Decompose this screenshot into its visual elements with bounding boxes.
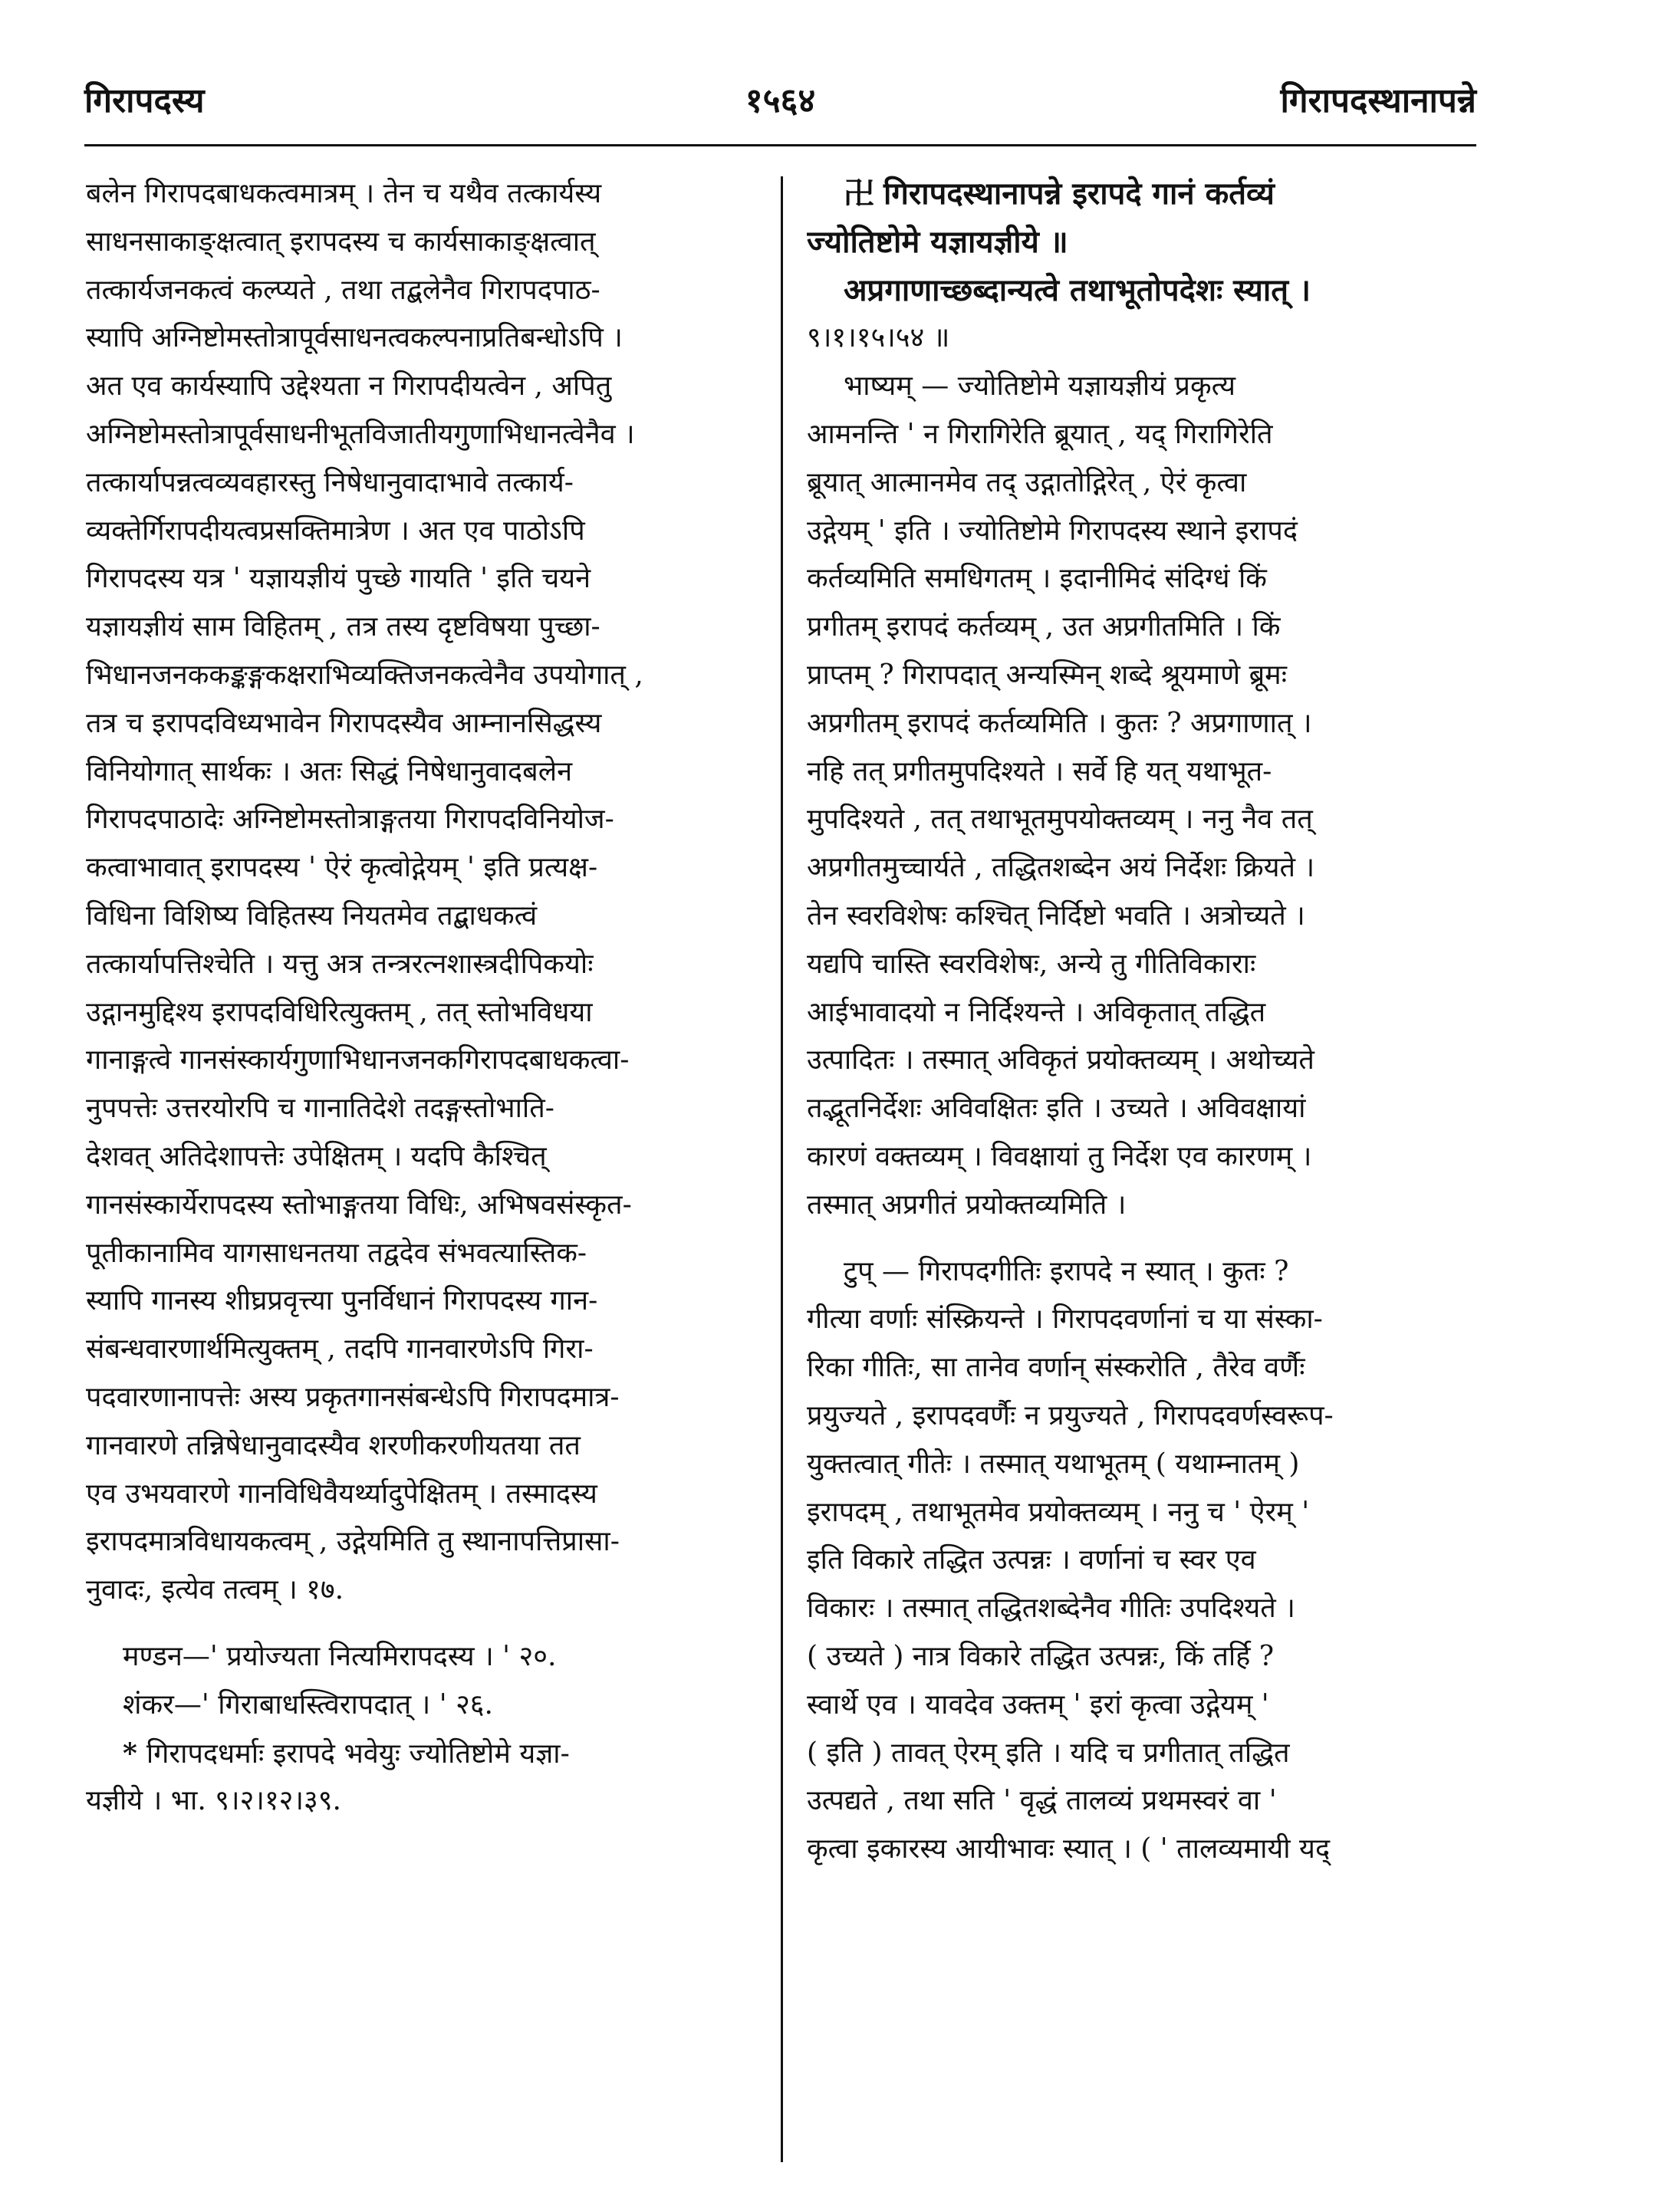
text-line: तद्भूतनिर्देशः अविवक्षितः इति । उच्यते । अविवक्षायां <box>807 1093 1306 1125</box>
text-line: तस्मात् अप्रगीतं प्रयोक्तव्यमिति । <box>807 1188 1127 1221</box>
verse-line: अप्रगाणाच्छब्दान्यत्वे तथाभूतोपदेशः स्यात् । <box>844 271 1311 308</box>
text-line: यद्यपि चास्ति स्वरविशेषः, अन्ये तु गीतिविकाराः <box>807 948 1256 980</box>
text-line: तेन स्वरविशेषः कश्चित् निर्दिष्टो भवति । अत्रोच्यते । <box>807 899 1305 932</box>
verse-line: ज्योतिष्टोमे यज्ञायज्ञीये ॥ <box>807 223 1068 260</box>
text-line: तत्कार्यजनकत्वं कल्प्यते , तथा तद्बलेनैव गिरापदपाठ- <box>86 274 600 306</box>
text-line: इति विकारे तद्धित उत्पन्नः । वर्णानां च स्वर एव <box>807 1544 1256 1576</box>
header-rule <box>84 144 1476 146</box>
mandana-citation: मण्डन—' प्रयोज्यता नित्यमिरापदस्य । ' २०. <box>123 1640 557 1672</box>
text-line: प्रयुज्यते , इरापदवर्णैः न प्रयुज्यते , गिरापदवर्णस्वरूप- <box>807 1399 1334 1431</box>
text-line: प्राप्तम् ? गिरापदात् अन्यस्मिन् शब्दे श्रूयमाणे ब्रूमः <box>807 659 1287 691</box>
text-line: उत्पद्यते , तथा सति ' वृद्धं तालव्यं प्रथमस्वरं वा ' <box>807 1785 1277 1817</box>
running-head-left: गिरापदस्य <box>84 81 205 120</box>
shankara-citation: शंकर—' गिराबाधस्त्विरापदात् । ' २६. <box>123 1688 493 1721</box>
text-line: कारणं वक्तव्यम् । विवक्षायां तु निर्देश एव कारणम् । <box>807 1140 1312 1172</box>
text-line: गानवारणे तन्निषेधानुवादस्यैव शरणीकरणीयतया तत <box>86 1429 581 1461</box>
text-line: स्वार्थे एव । यावदेव उक्तम् ' इरां कृत्वा उद्गेयम् ' <box>807 1688 1269 1721</box>
text-line: स्यापि अग्निष्टोमस्तोत्रापूर्वसाधनत्वकल्पनाप्रतिबन्धोऽपि । <box>86 322 623 354</box>
text-line: एव उभयवारणे गानविधिवैयर्थ्यादुपेक्षितम् । तस्मादस्य <box>86 1477 597 1510</box>
text-line: भिधानजनककङ्कङ्गकक्षराभिव्यक्तिजनकत्वेनैव उपयोगात् , <box>86 659 643 691</box>
text-line: कृत्वा इकारस्य आयीभावः स्यात् । ( ' तालव्यमायी यद् <box>807 1833 1331 1865</box>
text-line: साधनसाकाङ्क्षत्वात् इरापदस्य च कार्यसाकाङ्क्षत्वात् <box>86 225 596 258</box>
text-line: अप्रगीतमुच्चार्यते , तद्धितशब्देन अयं निर्देशः क्रियते । <box>807 852 1315 884</box>
text-line: अग्निष्टोमस्तोत्रापूर्वसाधनीभूतविजातीयगुणाभिधानत्वेनैव । <box>86 418 635 450</box>
text-line: कर्तव्यमिति समधिगतम् । इदानीमिदं संदिग्धं किं <box>807 563 1267 595</box>
text-line: इरापदमात्रविधायकत्वम् , उद्गेयमिति तु स्थानापत्तिप्रासा- <box>86 1526 620 1558</box>
text-line: नुपपत्तेः उत्तरयोरपि च गानातिदेशे तदङ्गस्तोभाति- <box>86 1093 554 1125</box>
running-head-right: गिरापदस्थानापन्ने <box>1280 81 1476 120</box>
text-line: रिका गीतिः, सा तानेव वर्णान् संस्करोति , तैरेव वर्णैः <box>807 1352 1305 1384</box>
text-line: तत्कार्यापत्तिश्चेति । यत्तु अत्र तन्त्ररत्नशास्त्रदीपिकयोः <box>86 948 594 980</box>
footer-entry-line: गिरापदधर्माः इरापदे भवेयुः ज्योतिष्टोमे यज्ञा- <box>146 1737 570 1770</box>
left-column <box>86 170 761 1826</box>
verse-heading <box>807 170 1482 363</box>
text-line: कत्वाभावात् इरापदस्य ' ऐरं कृत्वोद्गेयम् ' इति प्रत्यक्ष- <box>86 852 598 884</box>
verse-line: गिरापदस्थानापन्ने इरापदे गानं कर्तव्यं <box>883 176 1275 212</box>
text-line: तत्र च इरापदविध्यभावेन गिरापदस्यैव आम्नानसिद्धस्य <box>86 707 602 739</box>
text-line: यज्ञायज्ञीयं साम विहितम् , तत्र तस्य दृष्टविषया पुच्छा- <box>86 611 600 643</box>
text-line: अत एव कार्यस्यापि उद्देश्यता न गिरापदीयत्वेन , अपितु <box>86 370 612 403</box>
text-line: गीत्या वर्णाः संस्क्रियन्ते । गिरापदवर्णानां च या संस्का- <box>807 1303 1323 1336</box>
right-column <box>807 170 1482 1874</box>
text-line: संबन्धवारणार्थमित्युक्तम् , तदपि गानवारणेऽपि गिरा- <box>86 1333 594 1366</box>
spacer <box>86 1615 761 1633</box>
text-line: उद्गेयम् ' इति । ज्योतिष्टोमे गिरापदस्य स्थाने इरापदं <box>807 514 1298 547</box>
spacer <box>807 1230 1482 1248</box>
text-line: उत्पादितः । तस्मात् अविकृतं प्रयोक्तव्यम् । अथोच्यते <box>807 1044 1314 1076</box>
page-header <box>84 71 1476 140</box>
text-line: ( इति ) तावत् ऐरम् इति । यदि च प्रगीतात् तद्धित <box>807 1737 1290 1769</box>
text-line: गिरापदस्य यत्र ' यज्ञायज्ञीयं पुच्छे गायति ' इति चयने <box>86 563 591 595</box>
text-line: विनियोगात् सार्थकः । अतः सिद्धं निषेधानुवादबलेन <box>86 755 573 787</box>
text-line: अप्रगीतम् इरापदं कर्तव्यमिति । कुतः ? अप्रगाणात् । <box>807 707 1312 739</box>
tup-paragraph <box>807 1248 1482 1874</box>
text-line: युक्तत्वात् गीतेः । तस्मात् यथाभूतम् ( यथाम्नातम् ) <box>807 1448 1300 1480</box>
text-line: गानाङ्गत्वे गानसंस्कार्यगुणाभिधानजनकगिरापदबाधकत्वा- <box>86 1044 630 1076</box>
text-line: इरापदम् , तथाभूतमेव प्रयोक्तव्यम् । ननु च ' ऐरम् ' <box>807 1496 1310 1528</box>
text-line: स्यापि गानस्य शीघ्रप्रवृत्त्या पुनर्विधानं गिरापदस्य गान- <box>86 1285 598 1317</box>
text-line: आमनन्ति ' न गिरागिरेति ब्रूयात् , यद् गिरागिरेति <box>807 418 1273 450</box>
text-line: मुपदिश्यते , तत् तथाभूतमुपयोक्तव्यम् । ननु नैव तत् <box>807 804 1313 836</box>
text-line: तत्कार्यापन्नत्वव्यवहारस्तु निषेधानुवादाभावे तत्कार्य- <box>86 466 574 498</box>
asterisk-marker: * <box>123 1737 137 1770</box>
text-line: नुवादः, इत्येव तत्वम् । १७. <box>86 1574 344 1606</box>
text-line: आईभावादयो न निर्दिश्यन्ते । अविकृतात् तद्धित <box>807 996 1266 1028</box>
text-line: ब्रूयात् आत्मानमेव तद् उद्गातोद्गिरेत् , ऐरं कृत्वा <box>807 466 1247 498</box>
text-line: पदवारणानापत्तेः अस्य प्रकृतगानसंबन्धेऽपि गिरापदमात्र- <box>86 1381 620 1413</box>
text-line: भाष्यम् — ज्योतिष्टोमे यज्ञायज्ञीयं प्रकृत्य <box>844 370 1236 403</box>
bhashya-paragraph <box>807 363 1482 1229</box>
text-line: विकारः । तस्मात् तद्धितशब्देनैव गीतिः उपदिश्यते । <box>807 1592 1295 1625</box>
swastika-icon: 卍 <box>844 176 874 212</box>
text-line: ( उच्यते ) नात्र विकारे तद्धित उत्पन्नः, किं तर्हि ? <box>807 1640 1275 1672</box>
text-line: टुप् — गिरापदगीतिः इरापदे न स्यात् । कुतः ? <box>844 1255 1289 1287</box>
sutra-reference: ९।१।१५।५४ ॥ <box>807 322 950 354</box>
text-line: पूतीकानामिव यागसाधनतया तद्वदेव संभवत्यास्तिक- <box>86 1237 587 1269</box>
left-paragraph <box>86 170 761 1615</box>
text-line: गानसंस्कार्येरापदस्य स्तोभाङ्गतया विधिः, अभिषवसंस्कृत- <box>86 1188 632 1221</box>
text-line: नहि तत् प्रगीतमुपदिश्यते । सर्वे हि यत् यथाभूत- <box>807 755 1272 787</box>
page-number: १५६४ <box>745 81 816 120</box>
column-divider <box>781 176 783 2162</box>
text-line: देशवत् अतिदेशापत्तेः उपेक्षितम् । यदपि कैश्चित् <box>86 1140 547 1172</box>
text-line: विधिना विशिष्य विहितस्य नियतमेव तद्बाधकत्वं <box>86 899 538 932</box>
text-line: उद्गानमुद्दिश्य इरापदविधिरित्युक्तम् , तत् स्तोभविधया <box>86 996 593 1028</box>
text-line: व्यक्तेर्गिरापदीयत्वप्रसक्तिमात्रेण । अत एव पाठोऽपि <box>86 514 585 547</box>
text-line: बलेन गिरापदबाधकत्वमात्रम् । तेन च यथैव तत्कार्यस्य <box>86 178 602 209</box>
footer-entry-line: यज्ञीये । भा. ९।२।१२।३९. <box>86 1785 341 1817</box>
footer-entry <box>86 1730 761 1826</box>
text-line: प्रगीतम् इरापदं कर्तव्यम् , उत अप्रगीतमिति । किं <box>807 611 1281 643</box>
text-line: गिरापदपाठादेः अग्निष्टोमस्तोत्राङ्गतया गिरापदविनियोज- <box>86 804 614 836</box>
